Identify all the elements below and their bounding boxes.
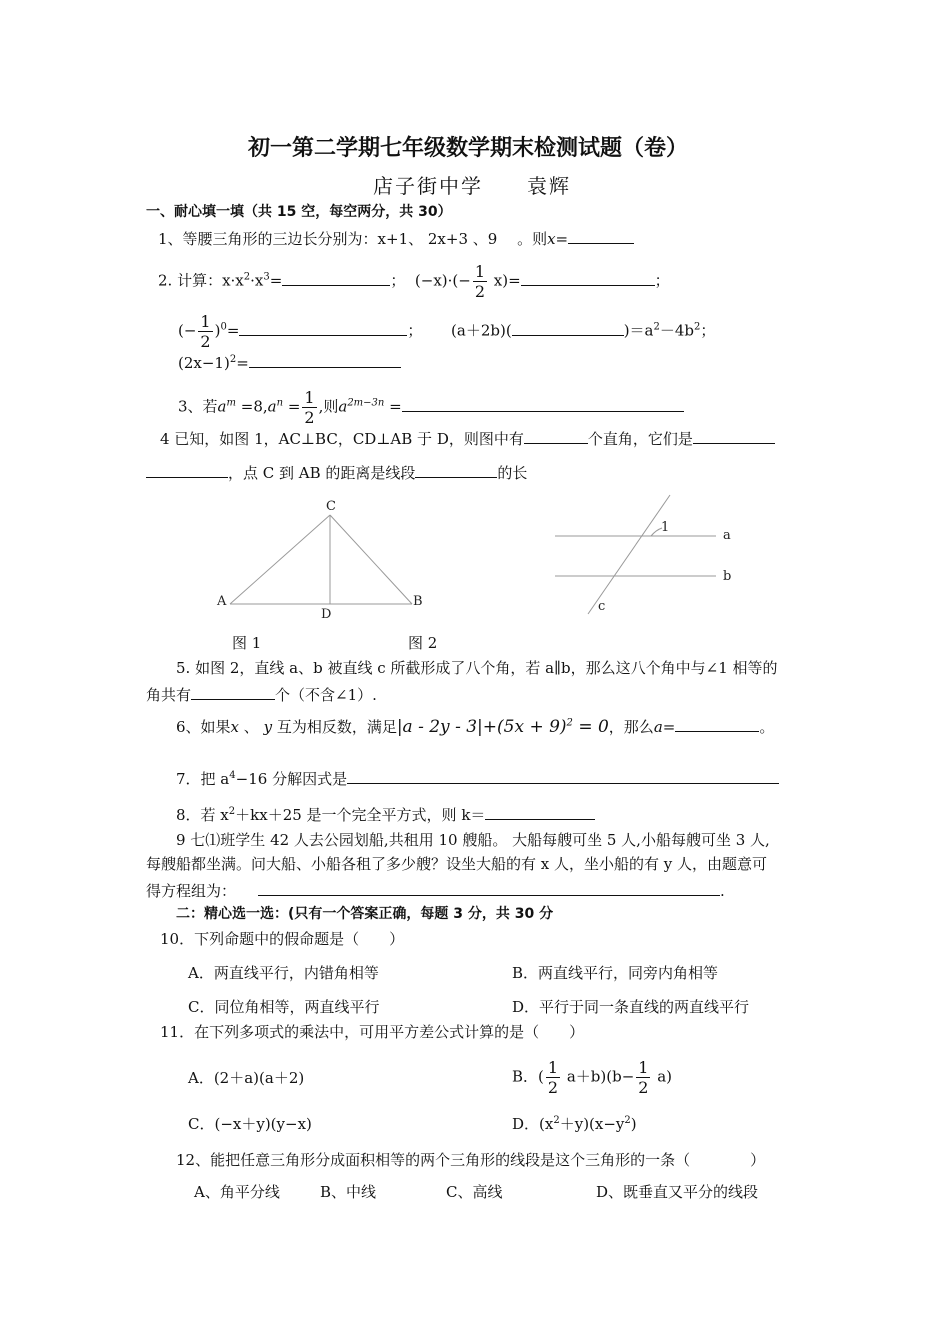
label-angle-1: 1 [661, 520, 670, 535]
answer-blank-q2d[interactable] [512, 320, 624, 336]
question-4: 4 已知，如图 1，AC⊥BC，CD⊥AB 于 D，则图中有 个直角，它们是 [160, 428, 775, 449]
answer-blank-q4d[interactable] [415, 462, 497, 478]
label-b: b [723, 569, 732, 584]
label-a: a [723, 528, 731, 543]
question-2-line2: (− $\frac{1}{2}$ )$^0$= ； (a＋2b)( )$=a^2-4b^2$； [178, 312, 716, 351]
label-d: D [321, 607, 332, 622]
q11-option-b[interactable]: B．( $\frac{1}{2}$ a＋b)(b− $\frac{1}{2}$ a) [512, 1058, 673, 1097]
answer-blank-q2b[interactable] [521, 270, 655, 286]
question-8: 8．若 $x^2+kx+25$ 是一个完全平方式，则 k＝ [176, 804, 595, 825]
answer-blank-q4b[interactable] [693, 428, 775, 444]
question-2-line3: $(2x-1)^2=$ [178, 352, 401, 373]
label-c: C [326, 499, 336, 514]
question-9: 9 七⑴班学生 42 人去公园划船,共租用 10 艘船。 大船每艘可坐 5 人,小船每艘可坐 3 人, [176, 831, 770, 849]
q11-option-c[interactable]: C．(−x＋y)(y−x) [188, 1115, 312, 1133]
figure-2-parallel-lines [550, 490, 750, 620]
answer-blank-q1[interactable] [568, 228, 634, 244]
answer-blank-q3[interactable] [402, 396, 684, 412]
q11-option-a[interactable]: A．(2＋a)(a＋2) [188, 1069, 305, 1087]
question-7: 7．把 $a^4-16$ 分解因式是 [176, 768, 779, 789]
side-bc [330, 515, 412, 604]
section1-heading: 一、耐心填一填（共 15 空，每空两分，共 30） [146, 204, 452, 220]
fraction-half: $\frac{1}{2}$ [200, 312, 211, 351]
question-10: 10．下列命题中的假命题是（ ） [160, 930, 405, 948]
fraction-half: $\frac{1}{2}$ [547, 1058, 559, 1097]
question-5-line2: 角共有 个（不含∠1）. [146, 686, 377, 704]
question-9-line3: 得方程组为： . [146, 882, 725, 900]
question-1: 1、等腰三角形的三边长分别为：x+1、 2x+3 、9 。则x= [158, 228, 634, 249]
section2-heading: 二：精心选一选：(只有一个答案正确，每题 3 分，共 30 分 [176, 906, 554, 922]
question-12: 12、能把任意三角形分成面积相等的两个三角形的线段是这个三角形的一条（ ） [176, 1151, 766, 1169]
side-ac [230, 515, 330, 604]
q10-option-a[interactable]: A．两直线平行，内错角相等 [188, 964, 379, 982]
question-4-line2: ，点 C 到 AB 的距离是线段 的长 [146, 462, 527, 483]
fraction-half: $\frac{1}{2}$ [304, 388, 315, 427]
q12-option-b[interactable]: B、中线 [320, 1183, 377, 1201]
q11-option-d[interactable]: D．$(x^2+y)(x-y^2)$ [512, 1115, 637, 1133]
page-subtitle: 店子街中学 袁辉 [373, 174, 571, 198]
fraction-half: $\frac{1}{2}$ [474, 262, 486, 301]
line-c [588, 495, 670, 614]
label-b: B [413, 594, 423, 609]
figure-1-caption: 图 1 [232, 634, 262, 652]
question-2: 2. 计算：$x\cdot x^2\cdot x^3=$ ； (−x)·(− $\frac{1}{2}$ x)= ； [158, 262, 670, 301]
answer-blank-q2e[interactable] [249, 352, 401, 368]
answer-blank-q2a[interactable] [282, 270, 390, 286]
answer-blank-q4a[interactable] [524, 428, 588, 444]
equation-q6: $|a - 2y - 3|+(5x + 9)^2 = 0$ [396, 717, 609, 737]
figure-2-caption: 图 2 [408, 634, 438, 652]
answer-blank-q4c[interactable] [146, 462, 228, 478]
answer-blank-q9[interactable] [258, 880, 720, 896]
question-6: 6、如果x 、 y 互为相反数，满足$|a - 2y - 3|+(5x + 9)^2 = 0$，那么a= 。 [176, 717, 775, 737]
question-5: 5. 如图 2，直线 a、b 被直线 c 所截形成了八个角，若 a∥b，那么这八个角中与∠1 相等的 [176, 659, 778, 677]
q12-option-c[interactable]: C、高线 [446, 1183, 503, 1201]
page-title: 初一第二学期七年级数学期末检测试题（卷） [248, 136, 689, 161]
figure-1-triangle [200, 495, 440, 625]
q12-option-d[interactable]: D、既垂直又平分的线段 [596, 1183, 759, 1201]
fraction-half: $\frac{1}{2}$ [638, 1058, 649, 1097]
question-11: 11．在下列多项式的乘法中，可用平方差公式计算的是（ ） [160, 1023, 585, 1041]
label-c: c [598, 599, 606, 614]
answer-blank-q8[interactable] [485, 804, 595, 820]
q10-option-c[interactable]: C．同位角相等，两直线平行 [188, 998, 380, 1016]
label-a: A [217, 594, 227, 609]
answer-blank-q5[interactable] [191, 684, 275, 700]
answer-blank-q6[interactable] [675, 716, 759, 732]
q12-option-a[interactable]: A、角平分线 [194, 1183, 280, 1201]
answer-blank-q7[interactable] [347, 768, 779, 784]
answer-blank-q2c[interactable] [239, 320, 407, 336]
question-3: 3、若$a^m =8,a^n$ = $\frac{1}{2}$ ,则$a^{2m-3n}$ = [178, 388, 684, 427]
question-9-line2: 每艘船都坐满。问大船、小船各租了多少艘？设坐大船的有 x 人，坐小船的有 y 人，由题意可 [146, 855, 768, 873]
q10-option-d[interactable]: D．平行于同一条直线的两直线平行 [512, 998, 750, 1016]
q10-option-b[interactable]: B．两直线平行，同旁内角相等 [512, 964, 719, 982]
